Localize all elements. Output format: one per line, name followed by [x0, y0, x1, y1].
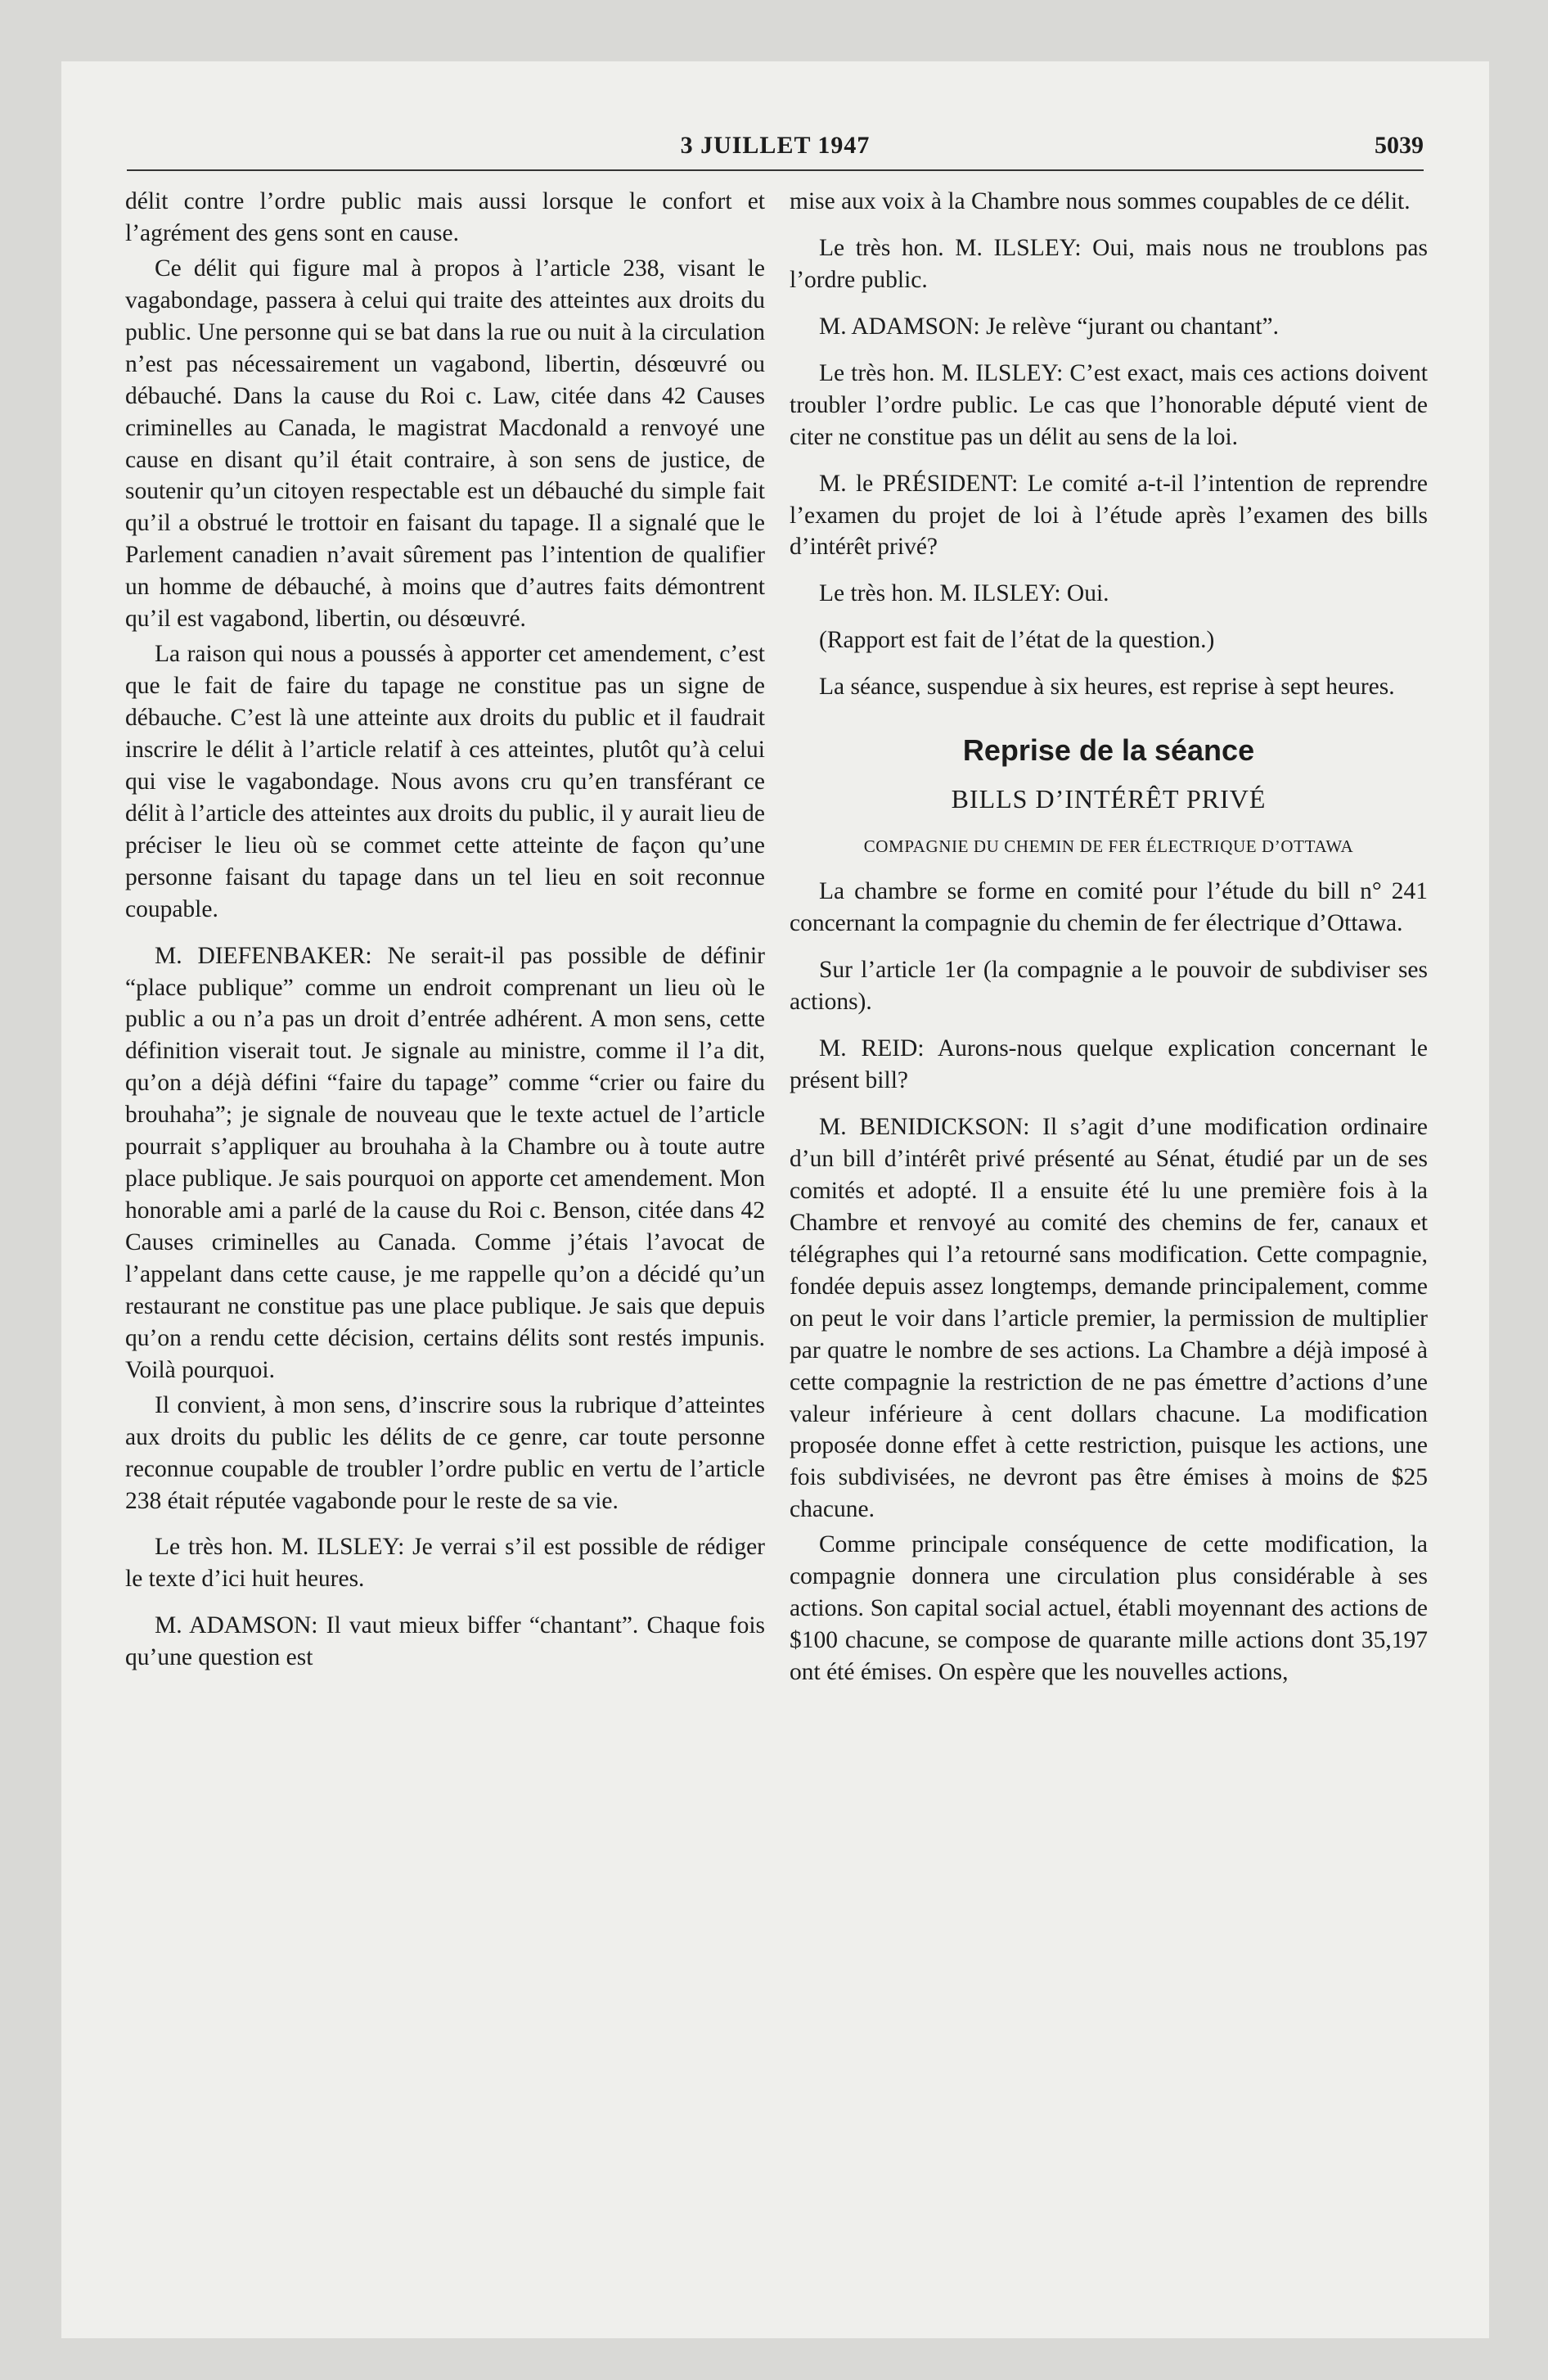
subheading: BILLS D’INTÉRÊT PRIVÉ — [951, 783, 1267, 814]
paragraph: Il convient, à mon sens, d’inscrire sous la rubrique d’atteintes aux droits du public les délits de ce genre, car toute personne reconnue coupable de troubler l’ordre public en vertu de l’article 238 était réputée vagabonde pour le reste de sa vie. — [125, 1391, 765, 1514]
paragraph: (Rapport est fait de l’état de la question.) — [819, 627, 1215, 654]
company-heading: COMPAGNIE DU CHEMIN DE FER ÉLECTRIQUE D’OTTAWA — [863, 836, 1354, 856]
header-rule — [127, 169, 1424, 171]
paragraph: La raison qui nous a poussés à apporter cet amendement, c’est que le fait de faire du tapage ne constitue pas un signe de débauche. C’est là une atteinte aux droits du public et il faudrait inscrire le délit à l’article relatif à ces atteintes, plutôt qu’à celui qui vise le vagabondage. Nous avons cru qu’en transférant ce délit à l’article des atteintes aux droits du public, il y aurait lieu de préciser le lieu où se commet cette atteinte de façon qu’une personne faisant du tapage dans un tel lieu en soit reconnue coupable. — [125, 641, 765, 922]
section-heading: Reprise de la séance — [962, 733, 1255, 768]
page-header — [127, 127, 1424, 176]
paragraph: La séance, suspendue à six heures, est reprise à sept heures. — [819, 674, 1395, 701]
paragraph: M. ADAMSON: Il vaut mieux biffer “chantant”. Chaque fois qu’une question est — [125, 1612, 765, 1671]
paragraph: Le très hon. M. ILSLEY: Je verrai s’il est possible de rédiger le texte d’ici huit heures. — [125, 1534, 765, 1593]
paragraph: La chambre se forme en comité pour l’étude du bill n° 241 concernant la compagnie du chemin de fer électrique d’Ottawa. — [790, 878, 1428, 937]
paragraph: Le très hon. M. ILSLEY: Oui, mais nous ne troublons pas l’ordre public. — [790, 234, 1428, 293]
page-number: 5039 — [1375, 132, 1424, 159]
left-column — [125, 186, 765, 1677]
paragraph: Comme principale conséquence de cette modification, la compagnie donnera une circulation plus considérable à ses actions. Son capital social actuel, établi moyennant des actions de $100 chacune, se compose de quarante mille actions dont 35,197 ont été émises. On espère que les nouvelles actions, — [790, 1531, 1428, 1685]
paragraph: M. ADAMSON: Je relève “jurant ou chantant”. — [819, 313, 1279, 340]
paragraph: M. le PRÉSIDENT: Le comité a-t-il l’intention de reprendre l’examen du projet de loi à l’étude après l’examen des bills d’intérêt privé? — [790, 470, 1428, 561]
page — [61, 61, 1489, 2338]
paragraph: Sur l’article 1er (la compagnie a le pouvoir de subdiviser ses actions). — [790, 957, 1428, 1016]
paragraph: Le très hon. M. ILSLEY: C’est exact, mais ces actions doivent troubler l’ordre public. Le cas que l’honorable député vient de citer ne constitue pas un délit au sens de la loi. — [790, 359, 1428, 450]
right-column — [790, 186, 1428, 1692]
header-date: 3 JUILLET 1947 — [680, 132, 871, 159]
paragraph: Le très hon. M. ILSLEY: Oui. — [819, 580, 1109, 607]
paragraph: M. DIEFENBAKER: Ne serait-il pas possible de définir “place publique” comme un endroit comprenant un lieu où le public a ou n’a pas un droit d’entrée adhérent. A mon sens, cette définition viserait tout. Je signale au ministre, comme il l’a dit, qu’on a déjà défini “faire du tapage” comme “crier ou faire du brouhaha”; je signale de nouveau que le texte actuel de l’article pourrait s’appliquer au brouhaha à la Chambre ou à toute autre place publique. Je sais pourquoi on apporte cet amendement. Mon honorable ami a parlé de la cause du Roi c. Benson, citée dans 42 Causes criminelles au Canada. Comme j’étais l’avocat de l’appelant dans cette cause, je me rappelle qu’on a décidé qu’un restaurant ne constitue pas une place publique. Je sais que depuis qu’on a rendu cette décision, certains délits sont restés impunis. Voilà pourquoi. — [125, 942, 765, 1383]
paragraph: M. BENIDICKSON: Il s’agit d’une modification ordinaire d’un bill d’intérêt privé présenté au Sénat, étudié par un de ses comités et adopté. Il a ensuite été lu une première fois à la Chambre et renvoyé au comité des chemins de fer, canaux et télégraphes qui l’a retourné sans modification. Cette compagnie, fondée depuis assez longtemps, demande principalement, comme on peut le voir dans l’article premier, la permission de multiplier par quatre le nombre de ses actions. La Chambre a déjà imposé à cette compagnie la restriction de ne pas émettre d’actions d’une valeur inférieure à cent dollars chacune. La modification proposée donne effet à cette restriction, puisque les actions, une fois subdivisées, ne devront pas être émises à moins de $25 chacune. — [790, 1114, 1428, 1523]
paragraph: M. REID: Aurons-nous quelque explication concernant le présent bill? — [790, 1035, 1428, 1094]
paragraph: délit contre l’ordre public mais aussi lorsque le confort et l’agrément des gens sont en cause. — [125, 188, 765, 246]
paragraph: Ce délit qui figure mal à propos à l’article 238, visant le vagabondage, passera à celui qui traite des atteintes aux droits du public. Une personne qui se bat dans la rue ou nuit à la circulation n’est pas nécessairement un vagabond, libertin, désœuvré ou débauché. Dans la cause du Roi c. Law, citée dans 42 Causes criminelles au Canada, le magistrat Macdonald a renvoyé une cause en disant qu’il était contraire, à son sens de justice, de soutenir qu’un citoyen respectable est un débauché du simple fait qu’il a obstrué le trottoir en faisant du tapage. Il a signalé que le Parlement canadien n’avait sûrement pas l’intention de qualifier un homme de débauché, à moins que d’autres faits démontrent qu’il est vagabond, libertin, ou désœuvré. — [125, 255, 765, 633]
paragraph: mise aux voix à la Chambre nous sommes coupables de ce délit. — [790, 188, 1411, 214]
